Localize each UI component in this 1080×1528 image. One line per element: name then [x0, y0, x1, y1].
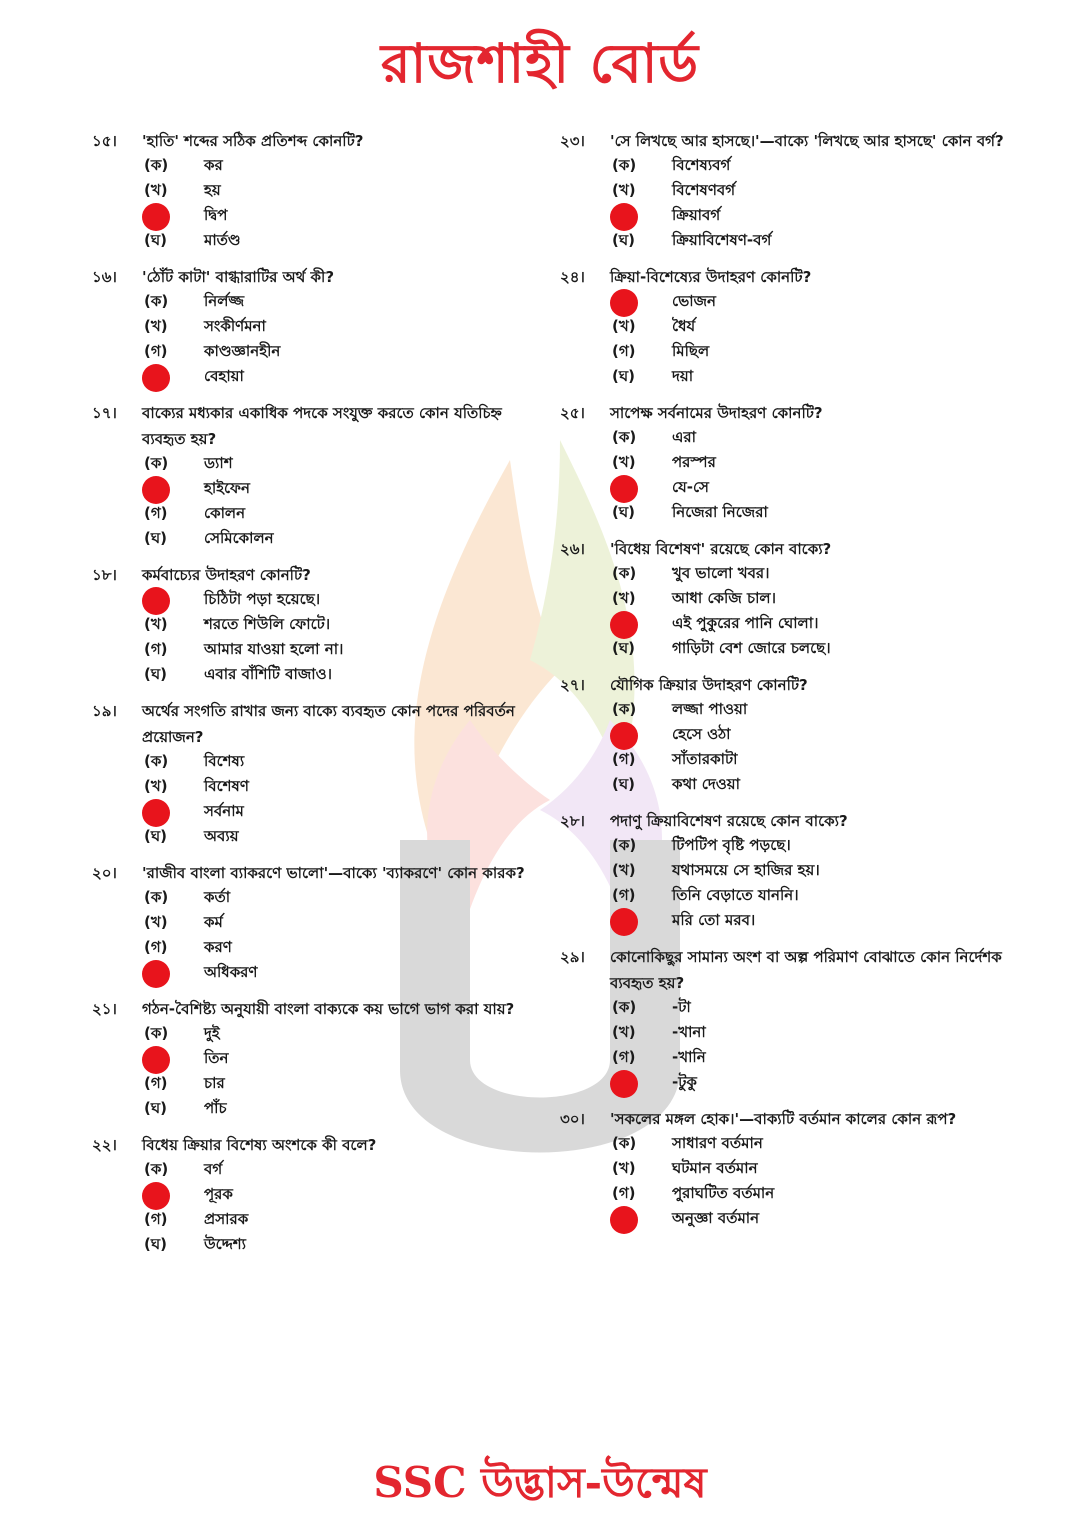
- answer-option: [144, 886, 532, 911]
- left-column: [92, 128, 532, 1268]
- option-text: কাণ্ডজ্ঞানহীন: [204, 342, 281, 360]
- option-text: পরস্পর: [672, 453, 716, 471]
- answer-option: [612, 909, 1010, 934]
- answer-option: [144, 477, 532, 502]
- option-text: দ্বিপ: [204, 206, 228, 224]
- answer-marker: [612, 289, 672, 317]
- option-text: সর্বনাম: [204, 802, 244, 820]
- option-label: (খ): [612, 1023, 636, 1041]
- question-number: ২৩।: [560, 132, 585, 150]
- option-label: (গ): [612, 1184, 636, 1202]
- answer-option: [612, 1182, 1010, 1207]
- option-text: ভোজন: [672, 292, 716, 310]
- question-item: [560, 264, 1010, 390]
- question-text: অর্থের সংগতি রাখার জন্য বাক্যে ব্যবহৃত কোন পদের পরিবর্তন প্রয়োজন?: [142, 702, 515, 746]
- option-label: (ক): [144, 292, 169, 310]
- option-text: চার: [204, 1074, 225, 1092]
- answer-option: [612, 204, 1010, 229]
- answer-option: [144, 229, 532, 254]
- question-text: যৌগিক ক্রিয়ার উদাহরণ কোনটি?: [610, 676, 808, 694]
- answer-option: [612, 1132, 1010, 1157]
- answer-option: [612, 1207, 1010, 1232]
- option-text: পুরাঘটিত বর্তমান: [672, 1184, 775, 1202]
- answer-marker: [612, 475, 672, 503]
- answer-option: [144, 800, 532, 825]
- answer-option: [612, 1046, 1010, 1071]
- correct-answer-dot-icon: [610, 289, 638, 317]
- correct-answer-dot-icon: [610, 203, 638, 231]
- option-label: (ঘ): [612, 639, 635, 657]
- option-label: (গ): [144, 342, 168, 360]
- option-text: প্রসারক: [204, 1210, 249, 1228]
- answer-option: [144, 936, 532, 961]
- option-text: তিন: [204, 1049, 229, 1067]
- correct-answer-dot-icon: [610, 611, 638, 639]
- option-label: (ক): [144, 888, 169, 906]
- option-text: হাইফেন: [204, 479, 250, 497]
- answer-option: [144, 154, 532, 179]
- answer-option: [612, 612, 1010, 637]
- answer-option: [144, 1208, 532, 1233]
- question-text: 'ঠোঁট কাটা' বাগ্ধারাটির অর্থ কী?: [142, 268, 335, 286]
- answer-option: [612, 637, 1010, 662]
- answer-option: [144, 1047, 532, 1072]
- question-number: ২৬।: [560, 540, 585, 558]
- answer-option: [144, 452, 532, 477]
- question-text: বাক্যের মধ্যকার একাধিক পদকে সংযুক্ত করতে কোন যতিচিহ্ন ব্যবহৃত হয়?: [142, 404, 502, 448]
- option-text: বিশেষ্য: [204, 752, 245, 770]
- option-label: (খ): [612, 181, 636, 199]
- answer-option: [144, 340, 532, 365]
- option-label: (ঘ): [144, 665, 167, 683]
- option-text: তিনি বেড়াতে যাননি।: [672, 886, 799, 904]
- question-number: ১৫।: [92, 132, 117, 150]
- option-text: অব্যয়: [204, 827, 239, 845]
- option-label: (ঘ): [612, 231, 635, 249]
- answer-option: [612, 773, 1010, 798]
- question-number: ১৮।: [92, 566, 117, 584]
- option-label: (গ): [144, 504, 168, 522]
- option-text: সংকীর্ণমনা: [204, 317, 266, 335]
- answer-option: [612, 996, 1010, 1021]
- answer-option: [144, 613, 532, 638]
- answer-option: [612, 229, 1010, 254]
- option-text: হয়: [204, 181, 221, 199]
- correct-answer-dot-icon: [610, 1070, 638, 1098]
- question-text: 'সকলের মঙ্গল হোক।'—বাক্যটি বর্তমান কালের কোন রূপ?: [610, 1110, 957, 1128]
- question-item: [92, 996, 532, 1122]
- option-label: (খ): [612, 317, 636, 335]
- answer-marker: [144, 364, 204, 392]
- question-text: 'রাজীব বাংলা ব্যাকরণে ভালো'—বাক্যে 'ব্যাকরণে' কোন কারক?: [142, 864, 525, 882]
- option-text: ধৈর্য: [672, 317, 696, 335]
- option-text: কর: [204, 156, 223, 174]
- option-text: ড্যাশ: [204, 454, 233, 472]
- answer-option: [612, 501, 1010, 526]
- answer-option: [612, 748, 1010, 773]
- footer-brand: SSC উদ্ভাস-উন্মেষ: [373, 1458, 707, 1507]
- question-item: [560, 808, 1010, 934]
- question-number: ৩০।: [560, 1110, 585, 1128]
- option-label: (গ): [144, 938, 168, 956]
- answer-marker: [612, 722, 672, 750]
- question-number: ২১।: [92, 1000, 117, 1018]
- option-label: (গ): [612, 342, 636, 360]
- option-text: বেহায়া: [204, 367, 244, 385]
- answer-option: [612, 834, 1010, 859]
- option-text: এরা: [672, 428, 697, 446]
- correct-answer-dot-icon: [142, 960, 170, 988]
- answer-option: [144, 825, 532, 850]
- answer-option: [144, 911, 532, 936]
- option-text: এবার বাঁশিটি বাজাও।: [204, 665, 333, 683]
- correct-answer-dot-icon: [610, 722, 638, 750]
- option-text: নিজেরা নিজেরা: [672, 503, 768, 521]
- answer-option: [612, 859, 1010, 884]
- option-text: শরতে শিউলি ফোটে।: [204, 615, 331, 633]
- option-text: -টা: [672, 998, 691, 1016]
- option-text: বিশেষ্যবর্গ: [672, 156, 731, 174]
- answer-option: [144, 750, 532, 775]
- answer-option: [144, 1158, 532, 1183]
- option-label: (ঘ): [144, 827, 167, 845]
- answer-option: [144, 638, 532, 663]
- answer-option: [144, 527, 532, 552]
- question-text: পদাণু ক্রিয়াবিশেষণ রয়েছে কোন বাক্যে?: [610, 812, 848, 830]
- option-label: (খ): [612, 1159, 636, 1177]
- option-label: (খ): [144, 317, 168, 335]
- option-label: (ক): [144, 156, 169, 174]
- question-number: ২৮।: [560, 812, 585, 830]
- option-text: খুব ভালো খবর।: [672, 564, 770, 582]
- option-text: দুই: [204, 1024, 220, 1042]
- question-item: [92, 860, 532, 986]
- answer-option: [612, 315, 1010, 340]
- option-label: (ক): [612, 836, 637, 854]
- option-text: যথাসময়ে সে হাজির হয়।: [672, 861, 820, 879]
- question-item: [560, 128, 1010, 254]
- answer-marker: [144, 1046, 204, 1074]
- option-text: ক্রিয়াবিশেষণ-বর্গ: [672, 231, 772, 249]
- answer-option: [612, 179, 1010, 204]
- answer-marker: [144, 587, 204, 615]
- option-label: (ক): [144, 1160, 169, 1178]
- answer-option: [612, 340, 1010, 365]
- answer-option: [144, 1097, 532, 1122]
- answer-option: [144, 1233, 532, 1258]
- option-label: (গ): [612, 1048, 636, 1066]
- option-text: বর্গ: [204, 1160, 223, 1178]
- correct-answer-dot-icon: [610, 1206, 638, 1234]
- option-text: আমার যাওয়া হলো না।: [204, 640, 344, 658]
- option-text: কোলন: [204, 504, 246, 522]
- option-text: যে-সে: [672, 478, 709, 496]
- answer-option: [144, 502, 532, 527]
- answer-marker: [144, 799, 204, 827]
- option-text: -খানা: [672, 1023, 706, 1041]
- answer-option: [144, 365, 532, 390]
- question-item: [92, 562, 532, 688]
- answer-option: [612, 884, 1010, 909]
- option-text: অধিকরণ: [204, 963, 258, 981]
- question-item: [92, 128, 532, 254]
- question-item: [560, 672, 1010, 798]
- answer-marker: [612, 908, 672, 936]
- answer-option: [144, 1022, 532, 1047]
- answer-option: [612, 1157, 1010, 1182]
- option-label: (ঘ): [612, 775, 635, 793]
- question-number: ২৭।: [560, 676, 585, 694]
- question-text: কোনোকিছুর সামান্য অংশ বা অল্প পরিমাণ বোঝাতে কোন নির্দেশক ব্যবহৃত হয়?: [610, 948, 1002, 992]
- option-text: কর্ম: [204, 913, 223, 931]
- answer-option: [144, 290, 532, 315]
- option-text: সেমিকোলন: [204, 529, 274, 547]
- option-text: পাঁচ: [204, 1099, 227, 1117]
- question-text: 'সে লিখছে আর হাসছে।'—বাক্যে 'লিখছে আর হাসছে' কোন বর্গ?: [610, 132, 1004, 150]
- correct-answer-dot-icon: [142, 799, 170, 827]
- answer-option: [144, 663, 532, 688]
- correct-answer-dot-icon: [142, 1182, 170, 1210]
- option-text: উদ্দেশ্য: [204, 1235, 247, 1253]
- option-label: (খ): [144, 181, 168, 199]
- question-item: [92, 1132, 532, 1258]
- option-text: দয়া: [672, 367, 694, 385]
- option-label: (ক): [612, 564, 637, 582]
- correct-answer-dot-icon: [142, 587, 170, 615]
- option-label: (খ): [144, 615, 168, 633]
- option-text: অনুজ্ঞা বর্তমান: [672, 1209, 760, 1227]
- option-text: সাঁতারকাটা: [672, 750, 738, 768]
- answer-option: [612, 587, 1010, 612]
- correct-answer-dot-icon: [610, 908, 638, 936]
- answer-option: [612, 476, 1010, 501]
- answer-option: [612, 1071, 1010, 1096]
- answer-option: [612, 154, 1010, 179]
- option-label: (গ): [144, 640, 168, 658]
- question-text: সাপেক্ষ সর্বনামের উদাহরণ কোনটি?: [610, 404, 823, 422]
- answer-marker: [612, 1070, 672, 1098]
- question-number: ২২।: [92, 1136, 117, 1154]
- question-number: ২৪।: [560, 268, 585, 286]
- question-number: ২০।: [92, 864, 117, 882]
- option-text: লজ্জা পাওয়া: [672, 700, 748, 718]
- option-text: মার্তণ্ড: [204, 231, 241, 249]
- question-number: ১৯।: [92, 702, 117, 720]
- answer-marker: [144, 203, 204, 231]
- option-text: এই পুকুরের পানি ঘোলা।: [672, 614, 819, 632]
- answer-option: [612, 365, 1010, 390]
- question-text: বিধেয় ক্রিয়ার বিশেষ্য অংশকে কী বলে?: [142, 1136, 377, 1154]
- answer-option: [612, 1021, 1010, 1046]
- option-label: (খ): [612, 589, 636, 607]
- answer-option: [612, 723, 1010, 748]
- option-label: (ক): [612, 700, 637, 718]
- answer-option: [144, 775, 532, 800]
- option-text: বিশেষণ: [204, 777, 249, 795]
- question-item: [560, 536, 1010, 662]
- question-text: 'বিধেয় বিশেষণ' রয়েছে কোন বাক্যে?: [610, 540, 832, 558]
- board-title: রাজশাহী বোর্ড: [380, 31, 700, 95]
- option-text: চিঠিটা পড়া হয়েছে।: [204, 590, 321, 608]
- correct-answer-dot-icon: [142, 1046, 170, 1074]
- question-number: ২৫।: [560, 404, 585, 422]
- answer-option: [612, 290, 1010, 315]
- option-label: (ক): [144, 752, 169, 770]
- question-item: [92, 264, 532, 390]
- question-item: [92, 698, 532, 850]
- option-text: গাড়িটা বেশ জোরে চলছে।: [672, 639, 831, 657]
- answer-option: [612, 426, 1010, 451]
- question-text: 'হাতি' শব্দের সঠিক প্রতিশব্দ কোনটি?: [142, 132, 364, 150]
- option-text: -খানি: [672, 1048, 706, 1066]
- answer-marker: [144, 476, 204, 504]
- answer-option: [612, 698, 1010, 723]
- option-text: বিশেষণবর্গ: [672, 181, 736, 199]
- option-text: টিপটিপ বৃষ্টি পড়ছে।: [672, 836, 791, 854]
- option-label: (খ): [144, 913, 168, 931]
- question-number: ২৯।: [560, 948, 585, 966]
- answer-option: [144, 1183, 532, 1208]
- correct-answer-dot-icon: [142, 364, 170, 392]
- option-label: (খ): [612, 453, 636, 471]
- correct-answer-dot-icon: [142, 203, 170, 231]
- option-text: হেসে ওঠা: [672, 725, 731, 743]
- option-label: (ক): [612, 428, 637, 446]
- option-label: (ক): [144, 1024, 169, 1042]
- option-text: কর্তা: [204, 888, 231, 906]
- option-text: মিছিল: [672, 342, 710, 360]
- option-label: (ক): [612, 156, 637, 174]
- option-label: (ঘ): [612, 367, 635, 385]
- correct-answer-dot-icon: [610, 475, 638, 503]
- answer-option: [144, 204, 532, 229]
- question-item: [92, 400, 532, 552]
- option-label: (ঘ): [144, 529, 167, 547]
- answer-option: [144, 1072, 532, 1097]
- question-text: ক্রিয়া-বিশেষ্যের উদাহরণ কোনটি?: [610, 268, 812, 286]
- option-text: মরি তো মরব।: [672, 911, 756, 929]
- option-label: (খ): [612, 861, 636, 879]
- option-label: (ঘ): [144, 1099, 167, 1117]
- answer-marker: [612, 203, 672, 231]
- question-text: কর্মবাচ্যের উদাহরণ কোনটি?: [142, 566, 311, 584]
- option-text: -টুকু: [672, 1073, 697, 1091]
- question-text: গঠন-বৈশিষ্ট্য অনুযায়ী বাংলা বাক্যকে কয় ভাগে ভাগ করা যায়?: [142, 1000, 515, 1018]
- option-text: নির্লজ্জ: [204, 292, 245, 310]
- option-label: (গ): [144, 1074, 168, 1092]
- option-label: (ক): [144, 454, 169, 472]
- answer-option: [144, 315, 532, 340]
- option-text: আধা কেজি চাল।: [672, 589, 776, 607]
- answer-marker: [612, 1206, 672, 1234]
- option-text: পূরক: [204, 1185, 233, 1203]
- option-text: সাধারণ বর্তমান: [672, 1134, 763, 1152]
- answer-marker: [144, 960, 204, 988]
- answer-marker: [144, 1182, 204, 1210]
- option-label: (ক): [612, 998, 637, 1016]
- option-label: (ঘ): [144, 1235, 167, 1253]
- answer-option: [612, 562, 1010, 587]
- question-item: [560, 400, 1010, 526]
- correct-answer-dot-icon: [142, 476, 170, 504]
- option-text: ক্রিয়াবর্গ: [672, 206, 721, 224]
- option-label: (গ): [144, 1210, 168, 1228]
- answer-option: [144, 961, 532, 986]
- question-item: [560, 1106, 1010, 1232]
- question-number: ১৬।: [92, 268, 117, 286]
- option-label: (ক): [612, 1134, 637, 1152]
- option-label: (খ): [144, 777, 168, 795]
- answer-option: [144, 179, 532, 204]
- option-text: করণ: [204, 938, 232, 956]
- right-column: [560, 128, 1010, 1242]
- option-label: (গ): [612, 750, 636, 768]
- option-text: ঘটমান বর্তমান: [672, 1159, 758, 1177]
- option-text: কথা দেওয়া: [672, 775, 740, 793]
- option-label: (ঘ): [144, 231, 167, 249]
- answer-marker: [612, 611, 672, 639]
- answer-option: [612, 451, 1010, 476]
- question-item: [560, 944, 1010, 1096]
- answer-option: [144, 588, 532, 613]
- question-number: ১৭।: [92, 404, 117, 422]
- option-label: (ঘ): [612, 503, 635, 521]
- option-label: (গ): [612, 886, 636, 904]
